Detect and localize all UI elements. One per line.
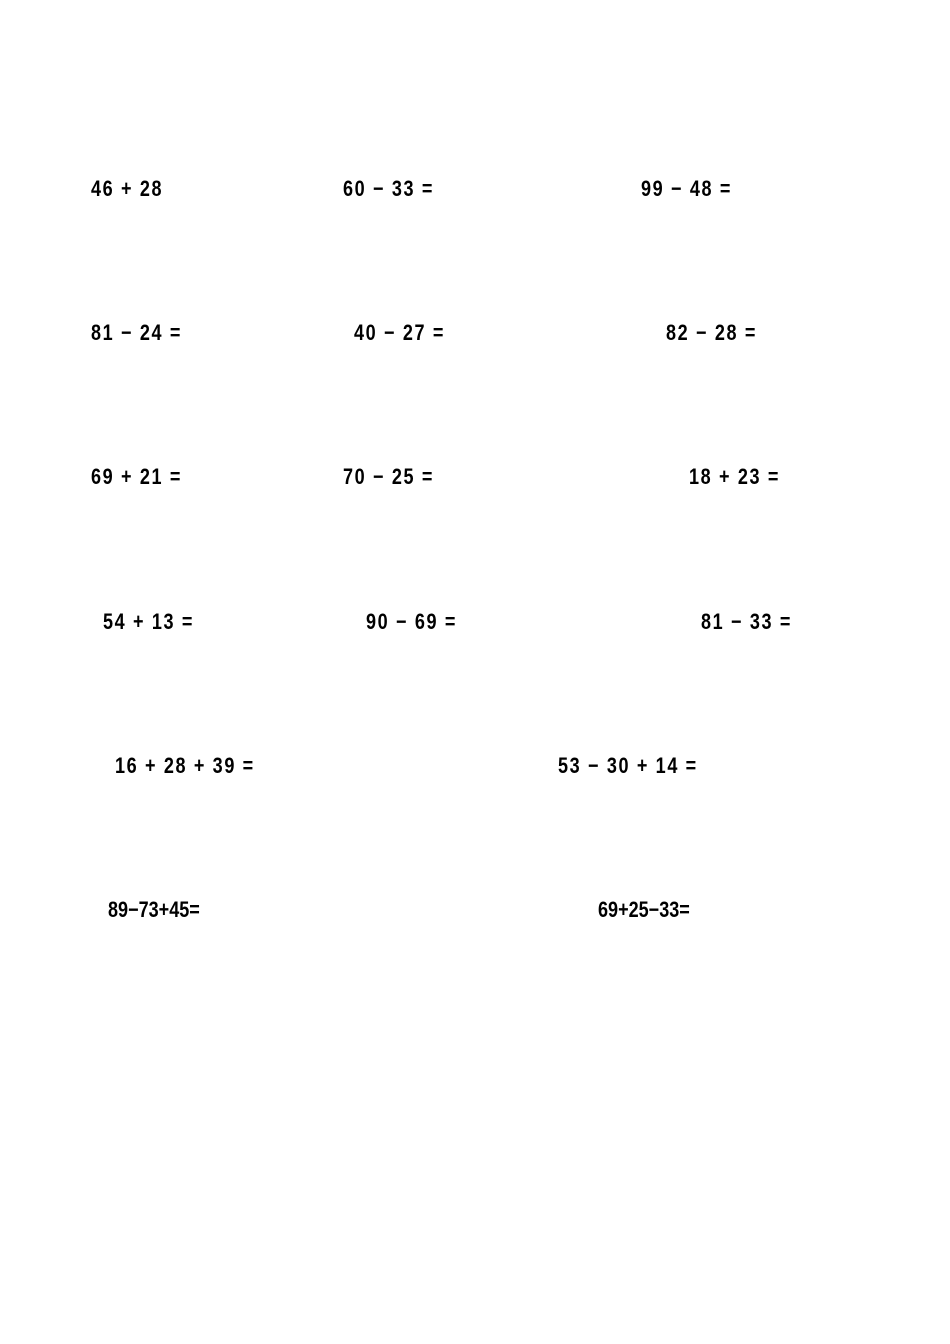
math-problem: 99 − 48 = bbox=[641, 176, 733, 201]
math-problem: 69 + 21 = bbox=[91, 464, 183, 489]
math-problem: 89−73+45= bbox=[108, 897, 200, 922]
math-problem: 81 − 33 = bbox=[701, 609, 793, 634]
math-problem: 60 − 33 = bbox=[343, 176, 435, 201]
math-problem: 46 + 28 bbox=[91, 176, 164, 201]
math-problem: 69+25−33= bbox=[598, 897, 690, 922]
math-problem: 40 − 27 = bbox=[354, 320, 446, 345]
math-problem: 81 − 24 = bbox=[91, 320, 183, 345]
math-problem: 18 + 23 = bbox=[689, 464, 781, 489]
math-problem: 82 − 28 = bbox=[666, 320, 758, 345]
math-problem: 16 + 28 + 39 = bbox=[115, 753, 255, 778]
math-problem: 90 − 69 = bbox=[366, 609, 458, 634]
math-problem: 54 + 13 = bbox=[103, 609, 195, 634]
math-problem: 53 − 30 + 14 = bbox=[558, 753, 698, 778]
math-problem: 70 − 25 = bbox=[343, 464, 435, 489]
